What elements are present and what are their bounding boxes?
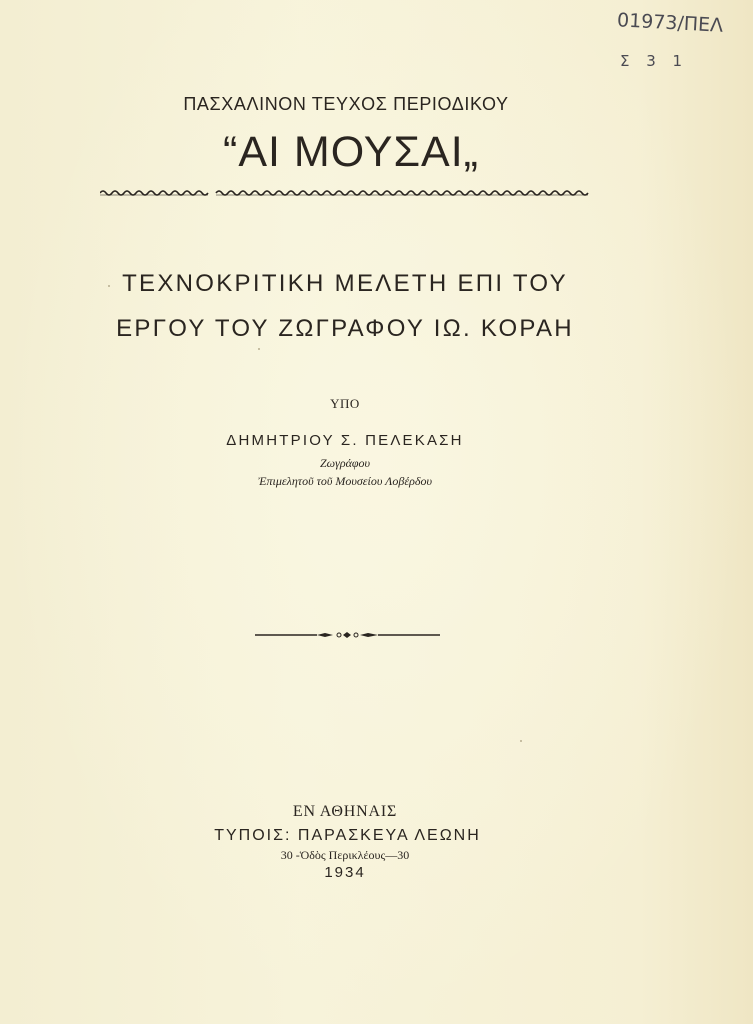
journal-subtitle: ΠΑΣΧΑΛΙΝΟΝ ΤΕΥΧΟΣ ΠΕΡΙΟΔΙΚΟΥ	[183, 94, 509, 114]
paper-speck	[108, 285, 110, 287]
imprint-address: 30 -Ὁδὸς Περικλέους—30	[280, 848, 410, 862]
work-heading-line-2: ΕΡΓΟΥ ΤΟΥ ΖΩΓΡΑΦΟΥ ΙΩ. ΚΟΡΑΗ	[116, 315, 574, 342]
paper-speck	[520, 740, 522, 742]
journal-title: “ΑΙ ΜΟΥΣΑΙ„	[223, 128, 479, 176]
imprint-year: 1934	[324, 864, 366, 881]
decorative-rule	[100, 188, 590, 198]
handwritten-shelf-code: Σ 3 1	[620, 52, 689, 70]
author-role-curator: Ἐπιμελητοῦ τοῦ Μουσείου Λοβέρδου	[258, 474, 432, 488]
work-heading-line-1: ΤΕΧΝΟΚΡΙΤΙΚΗ ΜΕΛΕΤΗ ΕΠΙ ΤΟΥ	[122, 270, 568, 297]
imprint-printer: ΤΥΠΟΙΣ: ΠΑΡΑΣΚΕΥΑ ΛΕΩΝΗ	[214, 827, 481, 844]
author-role-painter: Ζωγράφου	[319, 456, 371, 470]
author-name: ΔΗΜΗΤΡΙΟΥ Σ. ΠΕΛΕΚΑΣΗ	[226, 432, 464, 449]
handwritten-catalog-number: 01973/ΠΕΛ	[616, 9, 724, 37]
by-label: ΥΠΟ	[330, 396, 360, 411]
imprint-place: ΕΝ ΑΘΗΝΑΙΣ	[292, 803, 398, 820]
ornamental-divider	[255, 630, 440, 640]
paper-speck	[258, 348, 260, 350]
